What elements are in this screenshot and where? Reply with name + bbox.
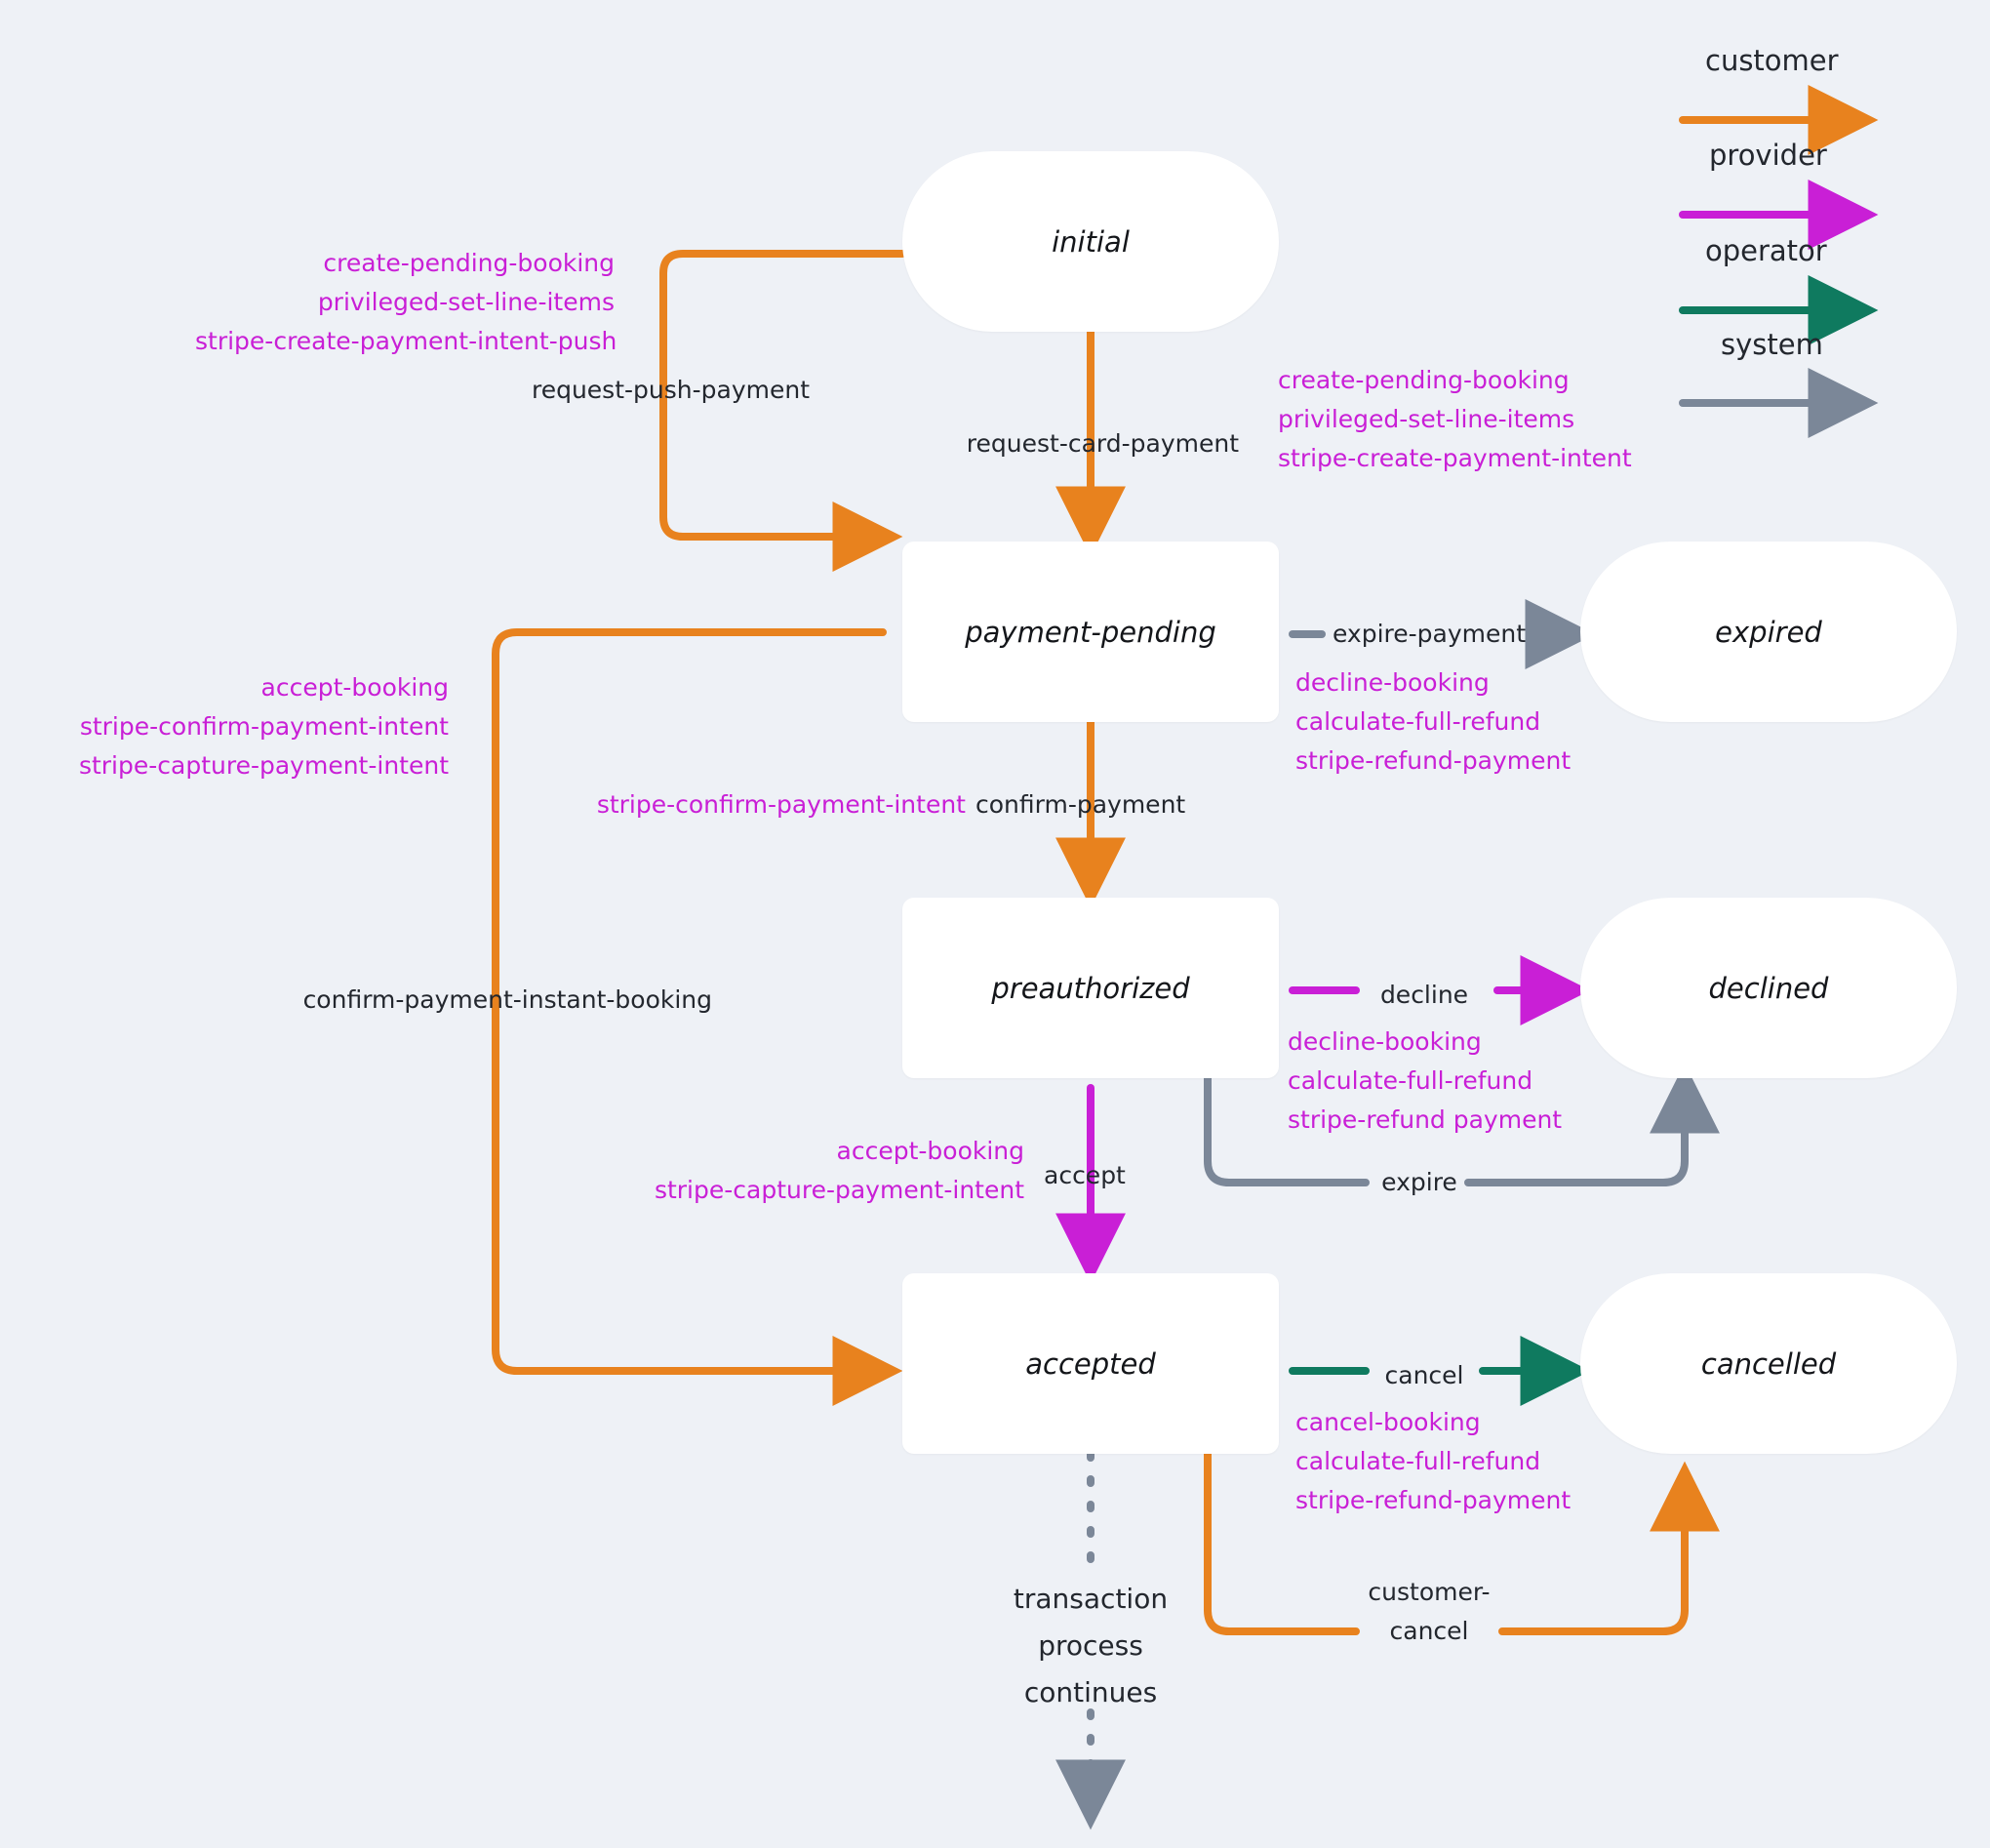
state-label: accepted (1025, 1346, 1156, 1381)
action-item: stripe-confirm-payment-intent (596, 790, 966, 819)
transition-name-line1: customer- (1368, 1578, 1491, 1606)
action-list-expire-payment (1295, 663, 1571, 781)
action-list-cancel (1295, 1403, 1571, 1520)
action-item: cancel-booking (1295, 1408, 1481, 1436)
action-item: accept-booking (836, 1137, 1024, 1165)
state-node-declined[interactable] (1580, 898, 1957, 1078)
state-node-cancelled[interactable] (1580, 1273, 1957, 1454)
transition-label-customer-cancel (1346, 1573, 1512, 1651)
note-line: continues (1023, 1676, 1158, 1708)
state-node-expired[interactable] (1580, 542, 1957, 722)
action-item: stripe-capture-payment-intent (78, 751, 449, 780)
transition-name: expire (1381, 1168, 1457, 1196)
action-list-decline (1288, 1023, 1562, 1140)
action-item: calculate-full-refund (1295, 1447, 1541, 1475)
action-item: accept-booking (260, 673, 449, 702)
legend-text: operator (1705, 234, 1827, 267)
action-item: stripe-create-payment-intent (1278, 444, 1632, 472)
note-transaction-continues (944, 1576, 1237, 1716)
action-item: stripe-capture-payment-intent (654, 1176, 1024, 1204)
state-node-initial[interactable] (902, 151, 1279, 332)
action-item: stripe-create-payment-intent-push (195, 327, 617, 355)
action-item: create-pending-booking (1278, 366, 1570, 394)
note-line: process (1038, 1629, 1143, 1662)
transition-name: request-push-payment (531, 376, 810, 404)
transition-label-decline (1351, 976, 1497, 1015)
transition-label-cancel (1351, 1356, 1497, 1395)
transition-name: request-card-payment (966, 429, 1239, 458)
action-item: privileged-set-line-items (1278, 405, 1575, 433)
transition-label-request-card-payment (576, 424, 1239, 463)
action-item: stripe-refund-payment (1295, 746, 1572, 775)
transition-name: confirm-payment-instant-booking (302, 985, 712, 1014)
action-item: create-pending-booking (323, 249, 615, 277)
state-node-payment-pending[interactable] (902, 542, 1279, 722)
transition-name: decline (1379, 981, 1469, 1009)
action-list-confirm-payment (517, 785, 966, 824)
state-label: payment-pending (965, 615, 1216, 649)
action-list-accept (556, 1132, 1024, 1210)
action-item: stripe-refund payment (1288, 1105, 1563, 1134)
action-item: decline-booking (1288, 1027, 1482, 1056)
state-node-preauthorized[interactable] (902, 898, 1279, 1078)
action-list-request-push-payment (195, 244, 615, 361)
state-label: cancelled (1700, 1346, 1837, 1381)
transition-name: expire-payment (1332, 620, 1527, 648)
legend-text: provider (1709, 139, 1827, 172)
action-item: calculate-full-refund (1288, 1066, 1533, 1095)
state-label: initial (1052, 224, 1130, 259)
legend-label-operator (1705, 234, 1827, 267)
action-list-confirm-payment-instant-booking (20, 668, 449, 785)
action-list-request-card-payment (1278, 361, 1632, 478)
transition-name-line2: cancel (1389, 1617, 1469, 1645)
transition-name: accept (1044, 1161, 1126, 1189)
action-item: stripe-confirm-payment-intent (79, 712, 449, 741)
transition-label-request-push-payment (195, 371, 810, 410)
state-label: declined (1708, 971, 1829, 1005)
legend-text: system (1721, 328, 1823, 361)
legend-label-system (1721, 328, 1823, 361)
state-label: expired (1715, 615, 1822, 649)
transition-name: confirm-payment (975, 790, 1186, 819)
note-line: transaction (1013, 1583, 1169, 1615)
state-label: preauthorized (991, 971, 1190, 1005)
action-item: calculate-full-refund (1295, 707, 1541, 736)
transition-name: cancel (1384, 1361, 1464, 1389)
legend-label-provider (1709, 139, 1827, 172)
legend-label-customer (1705, 44, 1839, 77)
transition-label-confirm-payment (975, 785, 1185, 824)
action-item: decline-booking (1295, 668, 1490, 697)
transition-label-expire (1366, 1163, 1473, 1202)
legend-text: customer (1705, 44, 1839, 77)
action-item: privileged-set-line-items (317, 288, 615, 316)
transition-label-expire-payment (1307, 615, 1551, 654)
transition-label-accept (1044, 1156, 1126, 1195)
state-node-accepted[interactable] (902, 1273, 1279, 1454)
action-item: stripe-refund-payment (1295, 1486, 1572, 1514)
transition-label-confirm-payment-instant-booking (127, 981, 712, 1020)
